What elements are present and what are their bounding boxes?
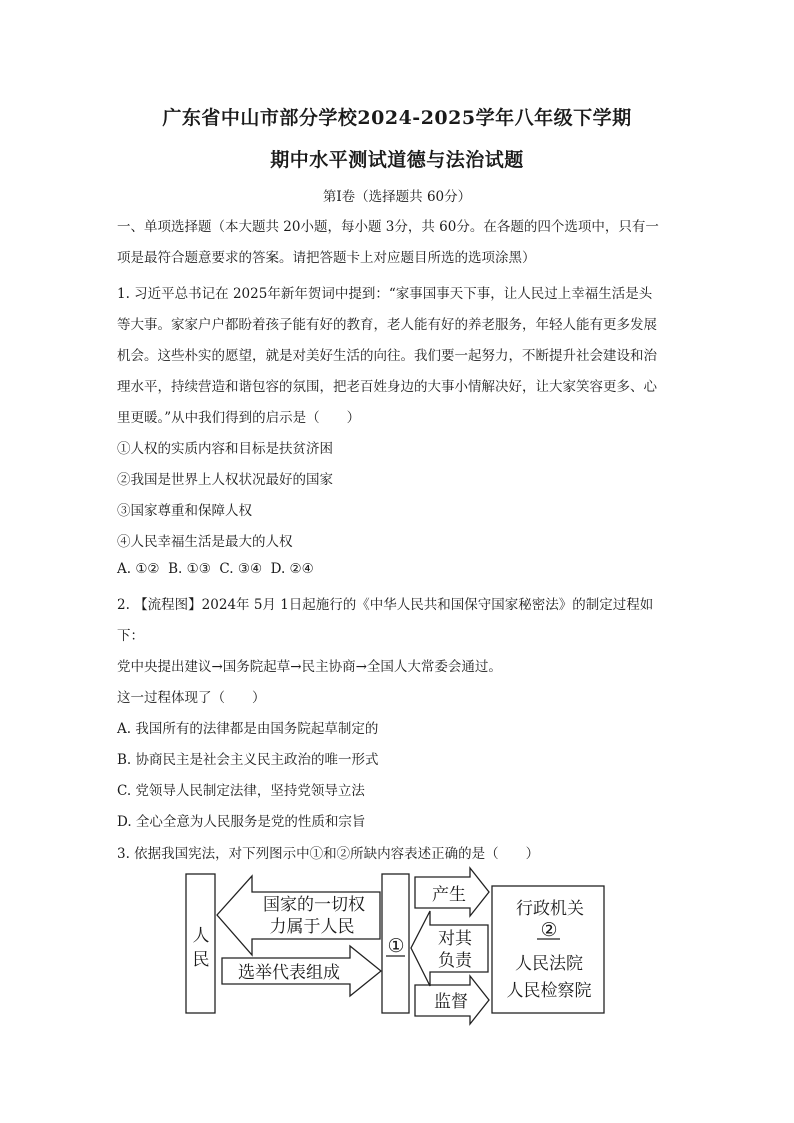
q2-stem-line-1: 2. 【流程图】2024年 5月 1日起施行的《中华人民共和国保守国家秘密法》的制定过程如 [117,597,654,613]
responsible-text-2: 负责 [438,951,472,971]
exam-title-line2: 期中水平测试道德与法治试题 [270,149,524,171]
q2-choice-c: C. 党领导人民制定法律，坚持党领导立法 [117,783,365,799]
responsible-text-1: 对其 [438,929,472,949]
produce-text: 产生 [432,885,466,905]
blank2-label: ② [540,919,558,941]
q2-process: 党中央提出建议→国务院起草→民主协商→全国人大常委会通过。 [117,659,502,675]
q1-statement-3: ③国家尊重和保障人权 [117,503,252,519]
instructions-line-2: 项是最符合题意要求的答案。请把答题卡上对应题目所选的选项涂黑） [117,250,536,266]
q1-stem-line-5: 里更暖。”从中我们得到的启示是（ ） [117,410,361,426]
q1-stem-line-2: 等大事。家家户户都盼着孩子能有好的教育，老人能有好的养老服务，年轻人能有更多发展 [117,317,657,333]
q1-stem-line-4: 理水平，持续营造和谐包容的氛围，把老百姓身边的大事小情解决好，让大家笑容更多、心 [117,379,657,395]
q1-statement-4: ④人民幸福生活是最大的人权 [117,534,293,550]
q2-ask: 这一过程体现了（ ） [117,690,266,706]
organ-procuratorate: 人民检察院 [506,981,592,1001]
q2-choice-b: B. 协商民主是社会主义民主政治的唯一形式 [117,752,379,768]
section-label: 第Ⅰ卷（选择题共 60分） [322,189,472,205]
q1-statement-2: ②我国是世界上人权状况最好的国家 [117,472,333,488]
power-arrow [217,876,380,955]
supervise-text: 监督 [434,992,468,1012]
power-text-1: 国家的一切权 [263,895,365,915]
organ-admin: 行政机关 [516,899,584,919]
people-char-1: 人 [192,926,210,946]
q2-stem-line-2: 下： [117,628,144,644]
q1-stem-line-3: 机会。这些朴实的愿望，就是对美好生活的向往。我们要一起努力，不断提升社会建设和治 [117,348,657,364]
organ-court: 人民法院 [515,954,583,974]
people-char-2: 民 [192,950,210,970]
q3-stem: 3. 依据我国宪法，对下列图示中①和②所缺内容表述正确的是（ ） [117,846,540,862]
blank1-label: ① [387,935,405,957]
q2-choice-a: A. 我国所有的法律都是由国务院起草制定的 [117,721,379,737]
instructions-line-1: 一、单项选择题（本大题共 20小题，每小题 3分，共 60分。在各题的四个选项中，只有一 [117,219,659,235]
power-text-2: 力属于人民 [269,917,355,937]
exam-title-line1: 广东省中山市部分学校2024-2025学年八年级下学期 [162,107,632,129]
q2-choice-d: D. 全心全意为人民服务是党的性质和宗旨 [117,814,366,830]
q1-statement-1: ①人权的实质内容和目标是扶贫济困 [117,441,333,457]
elect-text: 选举代表组成 [238,963,340,983]
q1-choices: A. ①② B. ①③ C. ③④ D. ②④ [117,561,314,577]
q1-stem-line-1: 1. 习近平总书记在 2025年新年贺词中提到：“家事国事天下事，让人民过上幸福生活是头 [117,286,653,302]
